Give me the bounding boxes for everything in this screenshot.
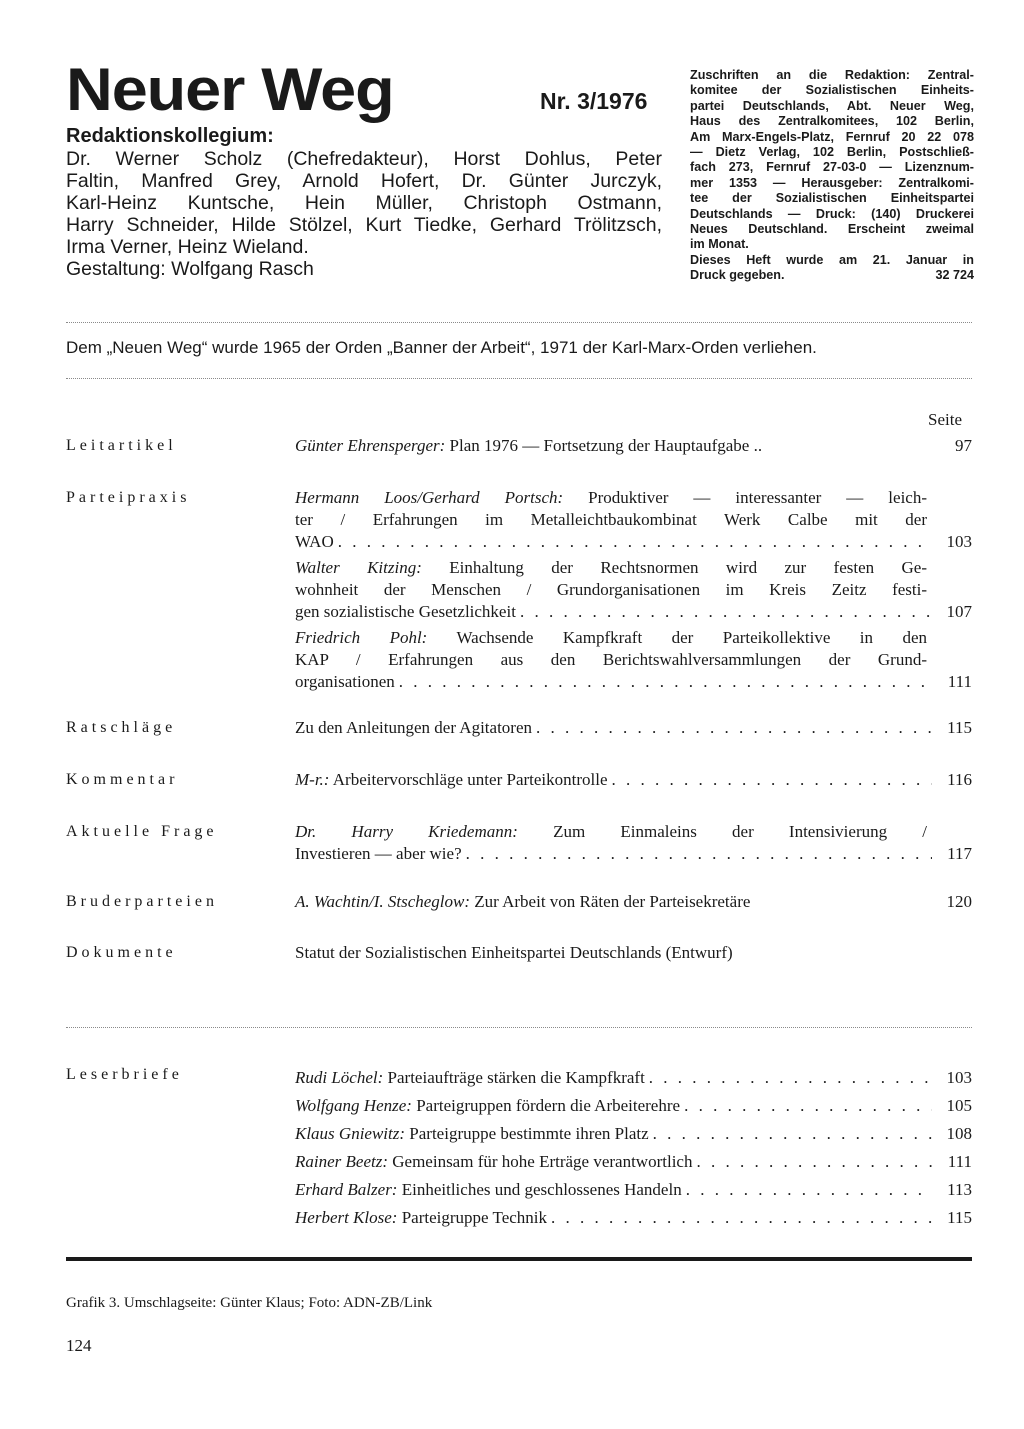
imprint-line: fach 273, Fernruf 27-03-0 — Lizenznum- [690,160,974,175]
entry-title: Zum Einmaleins der Intensivierung / [553,822,928,841]
toc-entry[interactable] [295,769,972,791]
toc-entry[interactable] [295,942,972,964]
print-date-line: Dieses Heft wurde am 21. Januar in [690,252,974,267]
imprint-line: partei Deutschlands, Abt. Neuer Weg, [690,98,974,113]
toc-entry[interactable] [295,821,972,865]
entry-title: WAO [295,532,334,551]
leader-dots [520,601,932,623]
section-label-dokumente: Dokumente [66,944,177,961]
entry-author: Günter Ehrensperger: [295,436,446,455]
entry-title: Einhaltung der Rechtsnormen wird zur festen Ge- [449,558,927,577]
imprint-line: Zuschriften an die Redaktion: Zentral- [690,68,974,82]
issue-number: Nr. 3/1976 [540,88,648,114]
page-column-header: Seite [928,410,962,429]
imprint-line: mer 1353 — Herausgeber: Zentralkomi- [690,175,974,190]
entry-title: Produktiver — interessanter — leich- [588,488,928,507]
entry-title: Parteigruppe Technik [401,1208,548,1227]
design-credit: Gestaltung: Wolfgang Rasch [66,258,314,280]
leader-dots [653,1120,932,1148]
editorial-board-list [66,148,662,280]
entry-title: KAP / Erfahrungen aus den Berichtswahlversammlungen der Grund- [295,650,927,669]
entry-page: 115 [947,718,972,737]
leader-dots [649,1064,932,1092]
entry-author: Friedrich Pohl: [295,628,428,647]
leader-dots [338,531,932,553]
leader-dots [399,671,932,693]
editor-line: Harry Schneider, Hilde Stölzel, Kurt Tiedke, Gerhard Trölitzsch, [66,214,662,236]
page-number: 124 [66,1336,92,1355]
entry-title: ter / Erfahrungen im Metalleichtbaukombinat Werk Calbe mit der [295,510,927,529]
entry-title: Wachsende Kampfkraft der Parteikollektive in den [456,628,928,647]
print-date-text: Druck gegeben. [690,268,785,283]
entry-author: A. Wachtin/I. Stscheglow: [295,892,471,911]
leader-dots [466,843,932,865]
print-date-line [690,268,974,283]
letter-entry[interactable] [295,1092,972,1120]
entry-title: Statut der Sozialistischen Einheitspartei Deutschlands (Entwurf) [295,943,733,962]
leader-dots [686,1176,932,1204]
imprint-line: Deutschlands — Druck: (140) Druckerei [690,206,974,221]
entry-page: 103 [946,532,972,551]
letter-entry[interactable] [295,1064,972,1092]
image-credit: Grafik 3. Umschlagseite: Günter Klaus; Foto: ADN-ZB/Link [66,1295,433,1311]
section-label-aktuelle-frage: Aktuelle Frage [66,823,218,840]
entry-author: Rudi Löchel: [295,1068,384,1087]
entry-page: 108 [946,1124,972,1143]
imprint-line: — Dietz Verlag, 102 Berlin, Postschließ- [690,144,974,159]
letter-entry[interactable] [295,1120,972,1148]
toc-entry[interactable] [295,627,972,693]
entry-title: wohnheit der Menschen / Grundorganisationen im Kreis Zeitz festi- [295,580,927,599]
leader-dots [551,1204,932,1232]
editor-line: Dr. Werner Scholz (Chefredakteur), Horst Dohlus, Peter [66,148,662,170]
imprint-line: Neues Deutschland. Erscheint zweimal [690,221,974,236]
letter-entry[interactable] [295,1204,972,1232]
footer-rule [66,1257,972,1261]
entry-title: Gemeinsam für hohe Erträge verantwortlich [392,1152,693,1171]
letters-list [295,1064,972,1232]
entry-author: Wolfgang Henze: [295,1096,412,1115]
toc-entry[interactable] [295,557,972,623]
imprint-line: tee der Sozialistischen Einheitspartei [690,191,974,206]
entry-page: 107 [946,602,972,621]
entry-title: Investieren — aber wie? [295,844,462,863]
toc-entry[interactable] [295,435,972,457]
entry-author: Dr. Harry Kriedemann: [295,822,518,841]
imprint-line: Haus des Zentralkomitees, 102 Berlin, [690,114,974,129]
entry-author: Walter Kitzing: [295,558,422,577]
entry-title: organisationen [295,672,395,691]
entry-title: Einheitliches und geschlossenes Handeln [401,1180,682,1199]
magazine-title: Neuer Weg [66,56,394,123]
entry-page: 105 [946,1096,972,1115]
toc-entry[interactable] [295,717,972,739]
toc-entry[interactable] [295,487,972,553]
entry-title: Zur Arbeit von Räten der Parteisekretäre [474,892,751,911]
editor-line: Faltin, Manfred Grey, Arnold Hofert, Dr. Günter Jurczyk, [66,170,662,192]
imprint-block [690,68,974,283]
section-label-leitartikel: Leitartikel [66,437,177,454]
entry-title: Parteigruppen fördern die Arbeiterehre [416,1096,681,1115]
award-note: Dem „Neuen Weg“ wurde 1965 der Orden „Banner der Arbeit“, 1971 der Karl-Marx-Orden verliehen. [66,338,817,357]
entry-author: M-r.: [295,770,330,789]
letter-entry[interactable] [295,1148,972,1176]
entry-page: 111 [947,672,972,691]
entry-author: Hermann Loos/Gerhard Portsch: [295,488,564,507]
imprint-line: im Monat. [690,237,749,252]
divider-letters [66,1027,972,1028]
leader-dots [612,769,932,791]
entry-title: gen sozialistische Gesetzlichkeit [295,602,516,621]
entry-page: 120 [946,892,972,911]
divider-top [66,322,972,323]
entry-page: 117 [947,844,972,863]
section-label-parteipraxis: Parteipraxis [66,489,191,506]
entry-page: 115 [947,1208,972,1227]
entry-title: Parteigruppe bestimmte ihren Platz [409,1124,649,1143]
imprint-line: Am Marx-Engels-Platz, Fernruf 20 22 078 [690,129,974,144]
toc-entry[interactable] [295,891,972,913]
entry-page: 103 [946,1068,972,1087]
entry-author: Erhard Balzer: [295,1180,398,1199]
editorial-board-heading: Redaktionskollegium: [66,125,274,147]
section-label-bruderparteien: Bruderparteien [66,893,218,910]
section-label-ratschlaege: Ratschläge [66,719,177,736]
entry-author: Rainer Beetz: [295,1152,388,1171]
entry-title: Zu den Anleitungen der Agitatoren [295,718,532,737]
letter-entry[interactable] [295,1176,972,1204]
section-label-kommentar: Kommentar [66,771,179,788]
entry-title: Parteiaufträge stärken die Kampfkraft [387,1068,645,1087]
editor-line: Karl-Heinz Kuntsche, Hein Müller, Christoph Ostmann, [66,192,662,214]
section-label-leserbriefe: Leserbriefe [66,1066,183,1083]
imprint-line: komitee der Sozialistischen Einheits- [690,83,974,98]
entry-author: Klaus Gniewitz: [295,1124,406,1143]
editor-line: Irma Verner, Heinz Wieland. [66,236,309,258]
entry-page: 116 [947,770,972,789]
leader-dots [684,1092,932,1120]
divider-bottom [66,378,972,379]
entry-page: 111 [947,1152,972,1171]
entry-title: Plan 1976 — Fortsetzung der Hauptaufgabe .. [449,436,763,455]
leader-dots [536,717,932,739]
entry-page: 113 [947,1180,972,1199]
leader-dots [696,1148,932,1176]
entry-title: Arbeitervorschläge unter Parteikontrolle [332,770,608,789]
print-code: 32 724 [935,268,974,283]
entry-author: Herbert Klose: [295,1208,398,1227]
entry-page: 97 [955,436,972,455]
